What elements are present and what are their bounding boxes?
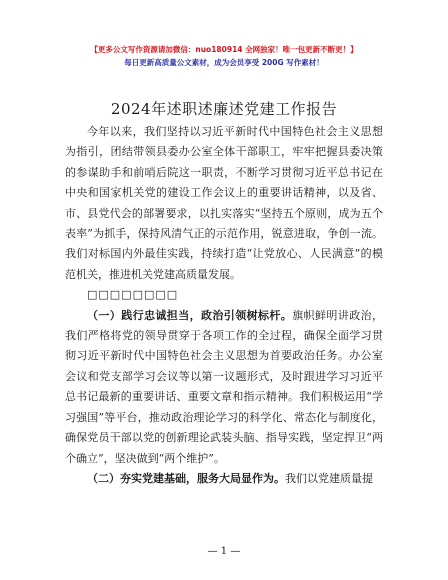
page-number: — 1 — [207,546,241,557]
placeholder-heading: □□□□□□□□ [87,288,179,302]
promo-banner-line-2: 每日更新高质量公文素材，成为会员享受 200G 写作素材！ [124,58,324,67]
promo-banner-line-1: 【更多公文写作资源请加微信：nuo180914 全网独家！唯一包更新不断更！】 [90,45,358,54]
document-body [65,122,383,489]
section-1-text: 旗帜鲜明讲政治，我们严格将党的领导贯穿于各项工作的全过程，确保全面学习贯彻习近平新时代中国特色社会主义思想为首要政治任务。办公室会议和党支部学习会议等以第一议题形式，及时跟进学习习近平总书记最新的重要讲话、重要文章和指示精神。我们积极运用“学习强国”等平台，推动政治理论学习的科学化、常态化与制度化，确保党员干部以党的创新理论武装头脑、指导实践，坚定捍卫“两个确立”，坚决做到“两个维护”。 [65,308,384,465]
section-2-paragraph [65,469,383,489]
section-2-heading: （二）夯实党建基础，服务大局显作为。 [87,471,285,485]
section-1-paragraph [65,306,383,469]
document-title: 2024年述职述廉述党建工作报告 [110,100,338,118]
section-2-text: 我们以党建质量提 [285,471,373,485]
intro-paragraph: 今年以来，我们坚持以习近平新时代中国特色社会主义思想为指引，团结带领县委办公室全体干部职工，牢牢把握县委决策的参谋助手和前哨后院这一职责，不断学习贯彻习近平总书记在中央和国家机关党的建设工作会议上的重要讲话精神，以及省、市、县党代会的部署要求，以扎实落实“坚持五个原则，成为五个表率”为抓手，保持风清气正的示范作用，锐意进取，争创一流。我们对标国内外最佳实践，持续打造“让党放心、人民满意”的模范机关，推进机关党建高质量发展。 [65,125,383,281]
section-1-heading: （一）践行忠诚担当，政治引领树标杆。 [87,308,293,322]
